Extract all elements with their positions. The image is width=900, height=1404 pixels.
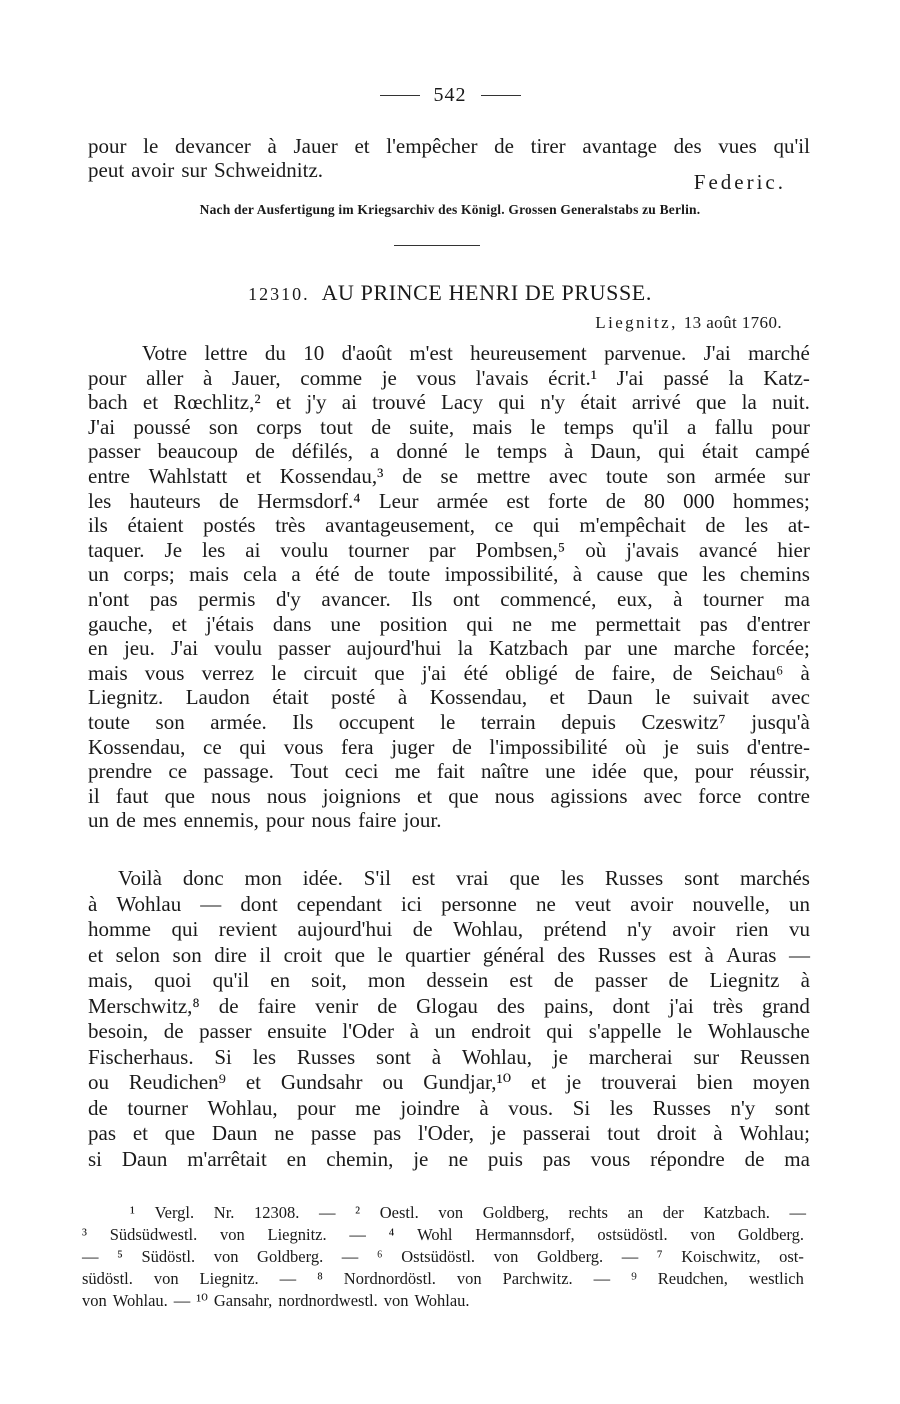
paragraph-1-line: un corps; mais cela a été de toute impossibilité, à cause que les chemins — [88, 562, 810, 587]
paragraph-2-line: homme qui revient aujourd'hui de Wohlau, prétend n'y avoir rien vu — [88, 917, 810, 941]
dateline-date: 13 août 1760. — [683, 313, 782, 332]
paragraph-1-line: prendre ce passage. Tout ceci me fait naître une idée que, pour réussir, — [88, 759, 810, 784]
paragraph-1-line: entre Wahlstatt et Kossendau,³ de se mettre avec toute son armée sur — [88, 464, 810, 488]
paragraph-2-line: besoin, de passer ensuite l'Oder à un endroit qui s'appelle le Wohlausche — [88, 1019, 810, 1043]
paragraph-1-line: mais vous verrez le circuit que j'ai été obligé de faire, de Seichau⁶ à — [88, 660, 810, 685]
paragraph-2-line: ou Reudichen⁹ et Gundsahr ou Gundjar,¹⁰ et je trouverai bien moyen — [88, 1070, 810, 1094]
paragraph-1-line: en jeu. J'ai voulu passer aujourd'hui la Katzbach par une marche forcée; — [88, 636, 810, 661]
footnote-line: — ⁵ Südöstl. von Goldberg. — ⁶ Ostsüdöstl. von Goldberg. — ⁷ Koischwitz, ost- — [82, 1247, 804, 1266]
footnote-line: ³ Südsüdwestl. von Liegnitz. — ⁴ Wohl Hermannsdorf, ostsüdöstl. von Goldberg. — [82, 1225, 804, 1244]
paragraph-1-line: n'ont pas permis d'y avancer. Ils ont commencé, eux, à tourner ma — [88, 587, 810, 611]
paragraph-2-line: pas et que Daun ne passe pas l'Oder, je passerai tout droit à Wohlau; — [88, 1121, 810, 1145]
footnote-line: von Wohlau. — ¹⁰ Gansahr, nordnordwestl. von Wohlau. — [82, 1291, 470, 1310]
paragraph-2-line: mais, quoi qu'il en soit, mon dessein est de passer de Liegnitz à — [88, 968, 810, 992]
footnote-line: ¹ Vergl. Nr. 12308. — ² Oestl. von Goldberg, rechts an der Katzbach. — — [130, 1203, 806, 1222]
paragraph-2-line: à Wohlau — dont cependant ici personne ne veut avoir nouvelle, un — [88, 891, 810, 916]
paragraph-2-line: de tourner Wohlau, pour me joindre à vous. Si les Russes n'y sont — [88, 1095, 810, 1120]
closing-text-line: pour le devancer à Jauer et l'empêcher de tirer avantage des vues qu'il — [88, 134, 810, 158]
paragraph-1-line: Liegnitz. Laudon était posté à Kossendau, et Daun le suivait avec — [88, 685, 810, 710]
paragraph-2-line: Voilà donc mon idée. S'il est vrai que les Russes sont marchés — [118, 866, 810, 890]
dateline-place: Liegnitz, — [595, 313, 678, 332]
paragraph-2-line: Fischerhaus. Si les Russes sont à Wohlau, je marcherai sur Reussen — [88, 1044, 810, 1069]
paragraph-1-line: J'ai poussé son corps tout de suite, mais le temps qu'il a fallu pour — [88, 414, 810, 439]
paragraph-1-line: gauche, et j'étais dans une position qui ne me permettait pas d'entrer — [88, 611, 810, 636]
running-head-dash-right — [481, 95, 521, 96]
page-number: 542 — [433, 84, 467, 106]
letter-heading — [0, 280, 900, 306]
signature: Federic. — [693, 170, 786, 194]
letter-number: 12310. — [248, 284, 310, 304]
footnote-line: südöstl. von Liegnitz. — ⁸ Nordnordöstl. von Parchwitz. — ⁹ Reudchen, westlich — [82, 1269, 804, 1288]
paragraph-2-line: et selon son dire il croit que le quartier général des Russes est à Auras — — [88, 942, 810, 967]
paragraph-1-line: les hauteurs de Hermsdorf.⁴ Leur armée est forte de 80 000 hommes; — [88, 488, 810, 513]
running-head-dash-left — [380, 95, 420, 96]
paragraph-1-line: passer beaucoup de défilés, a donné le temps à Daun, qui était campé — [88, 439, 810, 464]
section-divider — [394, 245, 480, 246]
paragraph-1-line: ils étaient postés très avantageusement, ce qui m'empêchait de les at- — [88, 513, 810, 538]
paragraph-1-line: Kossendau, ce qui vous fera juger de l'impossibilité où je suis d'entre- — [88, 734, 810, 759]
source-note: Nach der Ausfertigung im Kriegsarchiv des Königl. Grossen Generalstabs zu Berlin. — [199, 202, 701, 217]
paragraph-2-line: si Daun m'arrêtait en chemin, je ne puis pas vous répondre de ma — [88, 1146, 810, 1171]
paragraph-1-line: un de mes ennemis, pour nous faire jour. — [88, 808, 442, 833]
paragraph-1-line: toute son armée. Ils occupent le terrain depuis Czeswitz⁷ jusqu'à — [88, 710, 810, 734]
running-head — [0, 84, 900, 107]
dateline — [595, 313, 782, 333]
paragraph-1-line: pour aller à Jauer, comme je vous l'avais écrit.¹ J'ai passé la Katz- — [88, 365, 810, 390]
paragraph-1-line: taquer. Je les ai voulu tourner par Pombsen,⁵ où j'avais avancé hier — [88, 537, 810, 562]
paragraph-1-line: bach et Rœchlitz,² et j'y ai trouvé Lacy qui n'y était arrivé que la nuit. — [88, 390, 810, 415]
paragraph-1-line: Votre lettre du 10 d'août m'est heureusement parvenue. J'ai marché — [142, 341, 810, 365]
paragraph-2-line: Merschwitz,⁸ de faire venir de Glogau des pains, dont j'ai très grand — [88, 993, 810, 1018]
closing-text-line: peut avoir sur Schweidnitz. — [88, 158, 324, 182]
letter-title: AU PRINCE HENRI DE PRUSSE. — [321, 280, 652, 305]
paragraph-1-line: il faut que nous nous joignions et que nous agissions avec force contre — [88, 783, 810, 808]
